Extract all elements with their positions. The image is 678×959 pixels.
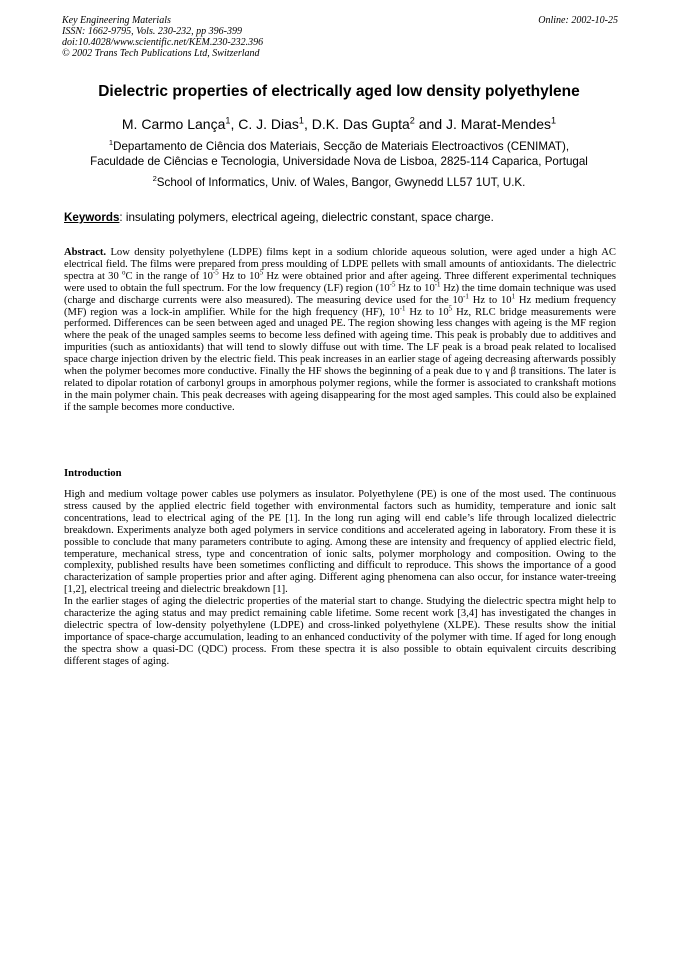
- abstract-text: Hz to 10: [218, 270, 260, 282]
- exponent: -1: [434, 281, 441, 289]
- exponent: -1: [399, 305, 406, 312]
- exponent: 5: [259, 269, 264, 277]
- online-date: Online: 2002-10-25: [538, 15, 618, 26]
- abstract: [64, 247, 616, 414]
- paragraph: In the earlier stages of aging the dielectric properties of the material start to change. Studying the dielectric spectra might help to characterize the aging status and may predict remaining cable lifetime. Some recent work [3,4] has investigated the changes in dielectric spectra of low-density polyethylene (LDPE) and cross-linked polyethylene (XLPE). These results show the initial importance of space-charge accumulation, leading to an enhanced conductivity of the polymer with time. If aged for long enough the spectra show a quasi-DC (QDC) process. From these spectra it is also possible to obtain equivalent circuits describing different stages of aging.: [64, 596, 616, 667]
- doi-line: doi:10.4028/www.scientific.net/KEM.230-232.396: [62, 37, 264, 48]
- author-name: J. Marat-Mendes: [446, 116, 552, 132]
- affiliation-text: School of Informatics, Univ. of Wales, Bangor, Gwynedd LL57 1UT, U.K.: [156, 176, 526, 189]
- author-affiliation-mark: 1: [551, 115, 557, 126]
- abstract-text: Hz to 10: [395, 282, 435, 294]
- author-name: C. J. Dias: [238, 116, 299, 132]
- abstract-text: Low density polyethylene (LDPE) films kept in a sodium chloride aqueous solution, were aged under a high AC electrical field. The films were prepared from press moulding of LDPE pellets with small amounts of antioxidants. The dielectric spectra at 30: [64, 247, 616, 282]
- keywords-label: Keywords: [64, 211, 120, 224]
- section-heading-introduction: Introduction: [64, 468, 122, 479]
- affiliation-text: Departamento de Ciência dos Materiais, Secção de Materiais Electroactivos (CENIMAT),: [113, 140, 570, 153]
- paragraph: High and medium voltage power cables use polymers as insulator. Polyethylene (PE) is one of the most used. The continuous stress caused by the applied electric field together with environmental factors such as humidity, temperature and ionic salt concentrations, lead to electrical aging of the PE [1]. In the long run aging will end cable’s life through localized dielectric breakdown. Experiments analyze both aged polymers in service conditions and accelerated ageing in laboratory. From these it is possible to conclude that many parameters contribute to aging. Among these are intensity and frequency of applied electric field, temperature, mechanical stress, type and concentration of ionic salts, polymer morphology and composition. Owing to the complexity, published results have been sometimes conflicting and difficult to reproduce. This shows the importance of a good characterization of sample properties prior and after aging. Different aging phenomena can also occur, for instance water-treeing [1,2], electrical treeing and dielectric breakdown [1].: [64, 489, 616, 596]
- exponent: -1: [463, 293, 469, 301]
- exponent: -5: [212, 269, 219, 277]
- abstract-text: Hz were obtained prior and after ageing. Three different experimental techniques were used to obtain the full spectrum. For the low frequency (LF) region (10: [64, 270, 617, 294]
- abstract-label: Abstract.: [64, 247, 107, 258]
- introduction-body: [64, 489, 616, 668]
- affiliation-text: Faculdade de Ciências e Tecnologia, Universidade Nova de Lisboa, 2825-114 Caparica, Portugal: [90, 155, 588, 168]
- journal-name: Key Engineering Materials: [62, 15, 171, 26]
- keywords-colon: :: [119, 211, 123, 224]
- affiliation-mark: 1: [108, 138, 114, 148]
- author-name: M. Carmo Lança: [121, 116, 226, 132]
- author-separator: ,: [230, 116, 239, 132]
- exponent: -5: [389, 281, 396, 289]
- author-affiliation-mark: 1: [298, 115, 304, 126]
- author-affiliation-mark: 2: [409, 115, 415, 126]
- affiliation-mark: 2: [152, 174, 157, 184]
- abstract-text: Hz to 10: [468, 294, 512, 306]
- degree-mark: o: [122, 269, 126, 277]
- keywords-text: insulating polymers, electrical ageing, dielectric constant, space charge.: [122, 211, 494, 224]
- author-affiliation-mark: 1: [225, 115, 231, 126]
- abstract-text: Hz to 10: [405, 306, 449, 318]
- exponent: 5: [448, 305, 453, 312]
- abstract-text: C in the range of 10: [125, 270, 213, 282]
- issn-line: ISSN: 1662-9795, Vols. 230-232, pp 396-399: [62, 26, 242, 37]
- keywords: [64, 210, 616, 225]
- affiliation-2: [40, 175, 638, 190]
- abstract-text: Hz, RLC bridge measurements were performed. Differences can be seen between aged and unaged PE. The region showing less changes with ageing is the MF region where the peak of the unaged samples seems to become less defined with ageing time. This peak is probably due to additives and impurities (such as antioxidants) that will tend to slowly diffuse out with time. The LF peak is a broad peak related to localised space charge injection driven by the electric field. This peak increases in an earlier stage of ageing decreasing afterwards possibly when the polymer becomes more conductive. Finally the HF shows the beginning of a peak due to γ and β transitions. The later is related to dipolar rotation of carbonyl groups in amorphous polymer regions, while the former is associated to crankshaft motions in the main polymer chain. This peak decreases with ageing disappearing for the most aged samples. This could also be explained if the sample becomes more conductive.: [64, 306, 617, 413]
- affiliation-1: [40, 139, 638, 169]
- author-separator: ,: [303, 116, 312, 132]
- journal-header: [62, 15, 618, 59]
- exponent: 1: [511, 293, 516, 301]
- abstract-text: Hz medium frequency (MF) region was a lock-in amplifier. While for the high frequency (HF), 10: [64, 294, 616, 318]
- abstract-text: Hz) the time domain technique was used (charge and discharge currents were also measured). The measuring device used for the 10: [64, 282, 616, 306]
- author-separator: and: [414, 116, 446, 132]
- copyright-line: © 2002 Trans Tech Publications Ltd, Switzerland: [62, 48, 260, 59]
- author-list: [40, 115, 638, 133]
- paper-title: Dielectric properties of electrically aged low density polyethylene: [98, 83, 580, 100]
- author-name: D.K. Das Gupta: [311, 116, 410, 132]
